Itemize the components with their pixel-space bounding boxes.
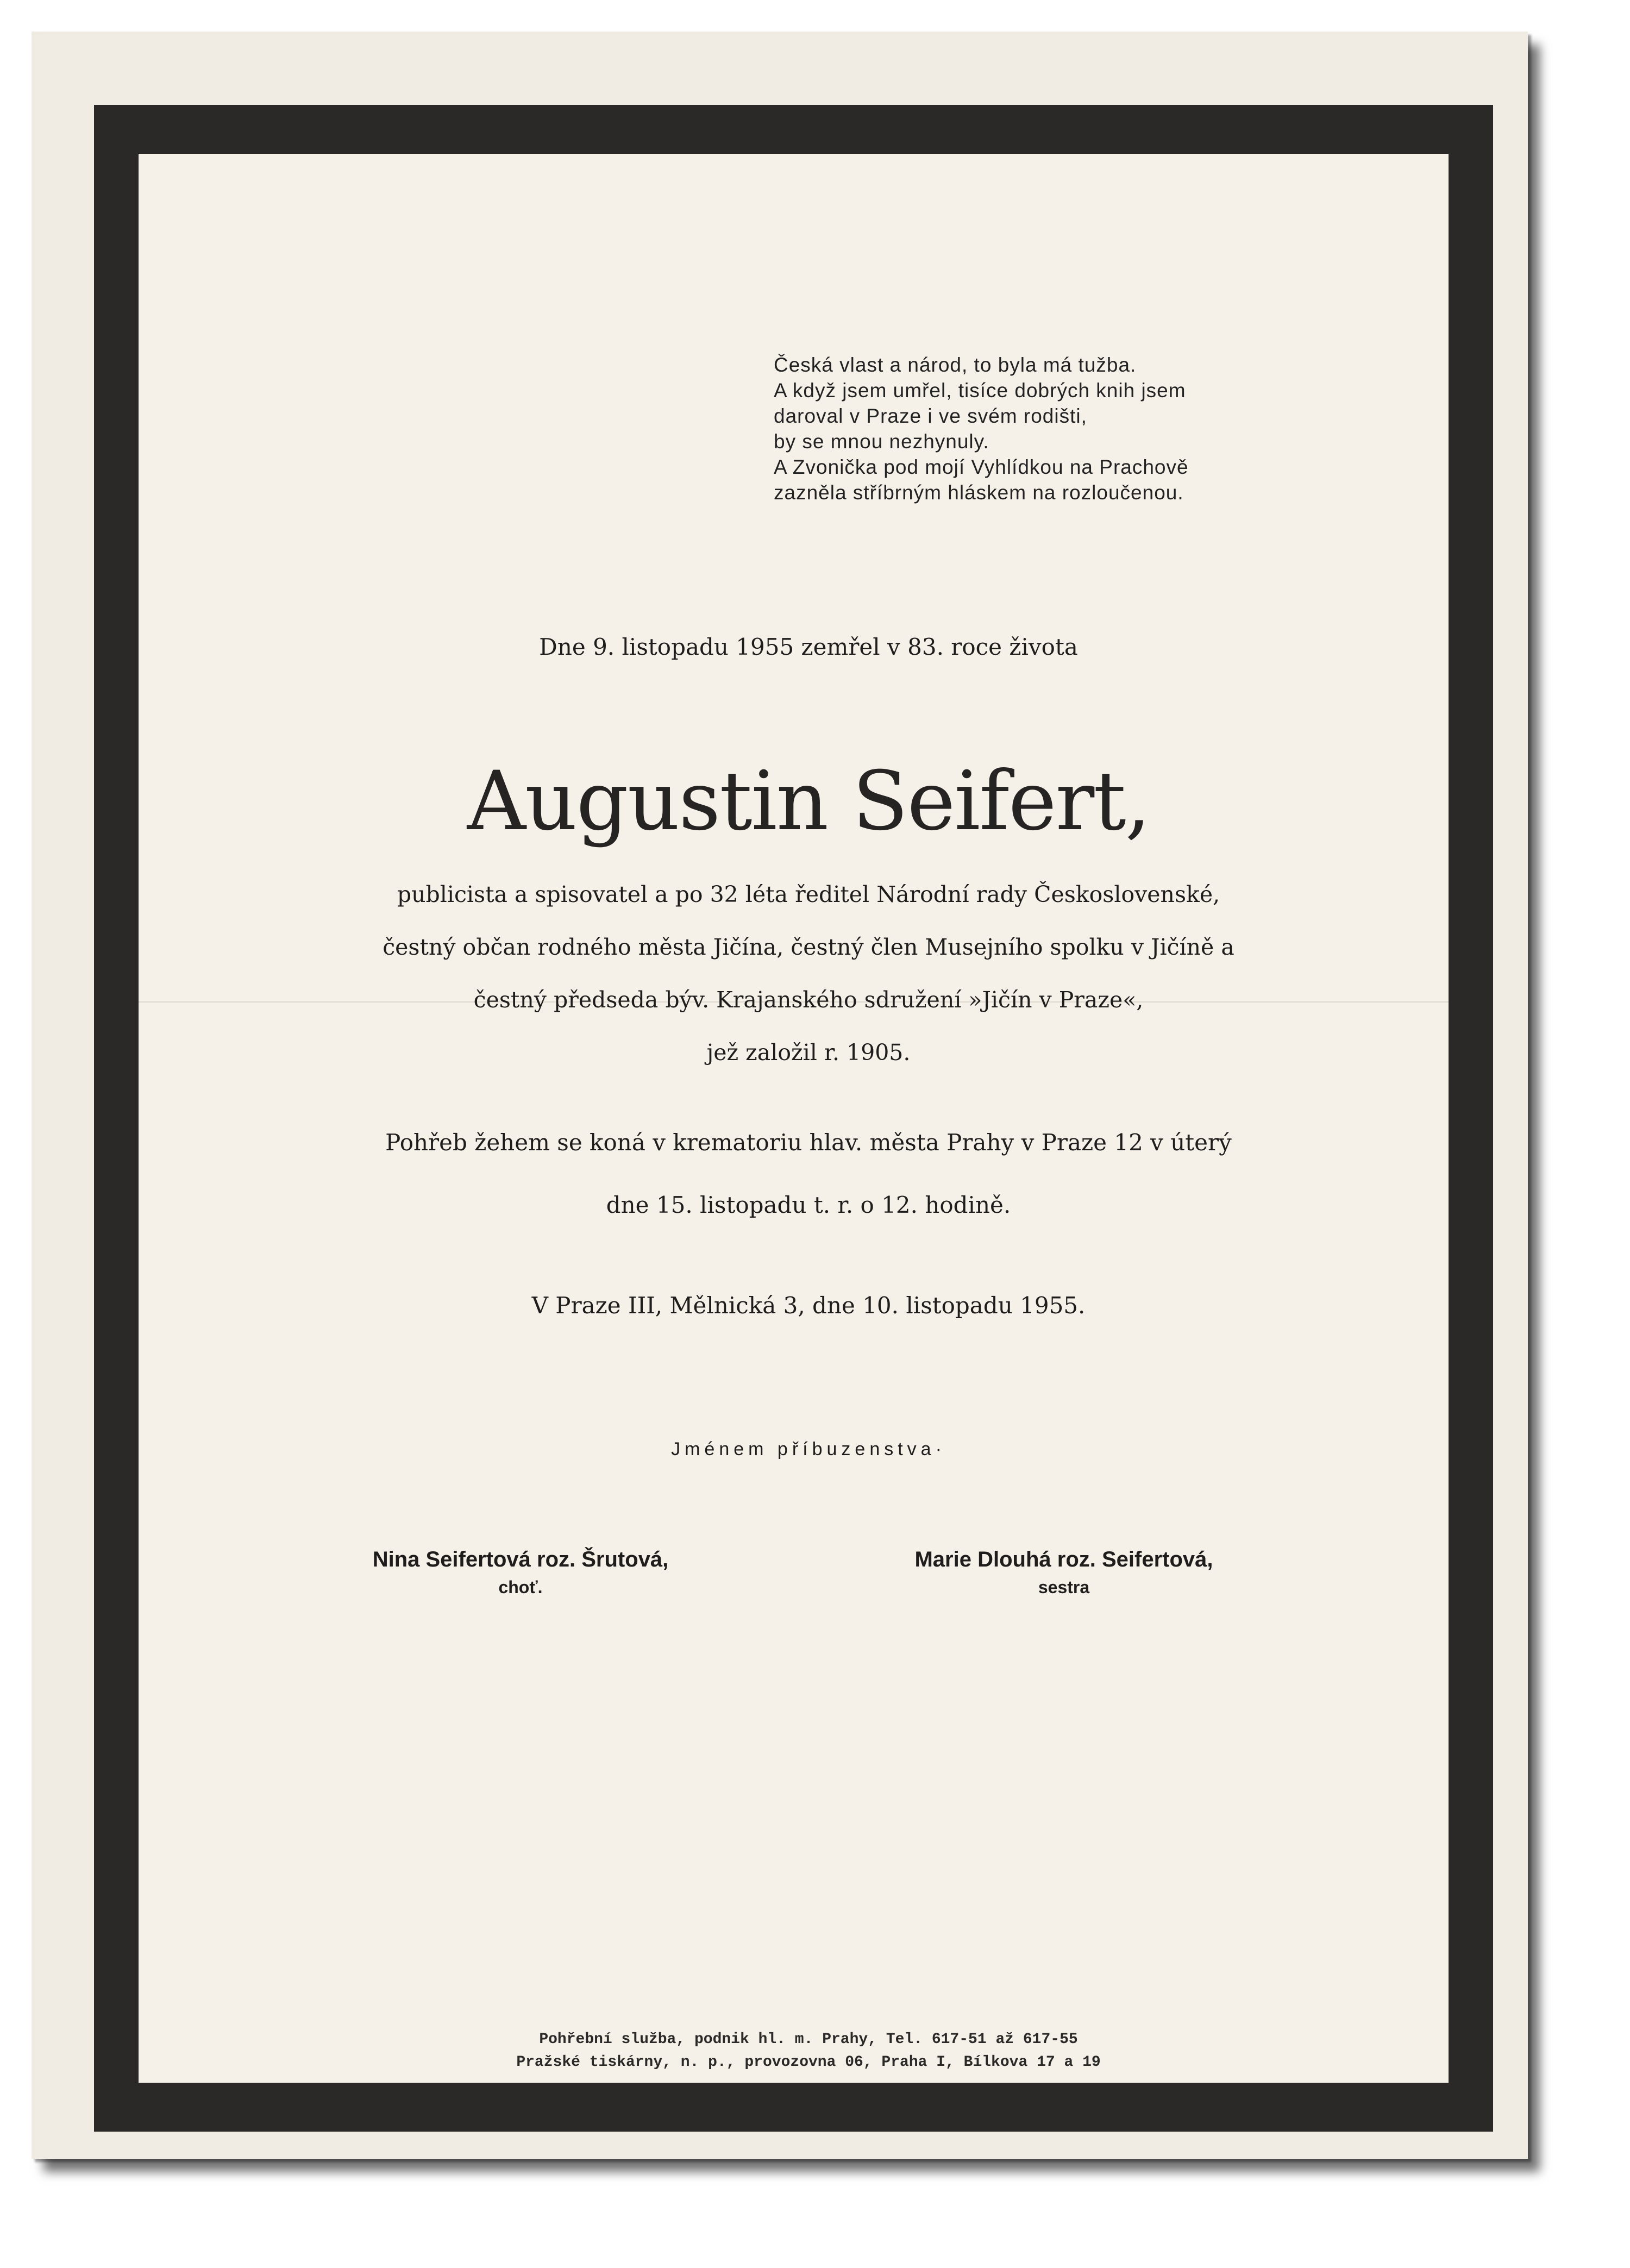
biography-line: publicista a spisovatel a po 32 léta ředitel Národní rady Československé, bbox=[397, 881, 1220, 907]
signer-name: Nina Seifertová roz. Šrutová, bbox=[372, 1547, 669, 1571]
biography-line: čestný občan rodného města Jičína, čestný člen Musejního spolku v Jičíně a bbox=[383, 934, 1234, 960]
death-announcement: Dne 9. listopadu 1955 zemřel v 83. roce života bbox=[539, 634, 1078, 660]
motto-line: Česká vlast a národ, to byla má tužba. bbox=[774, 354, 1137, 376]
place-and-date: V Praze III, Mělnická 3, dne 10. listopadu 1955. bbox=[531, 1292, 1086, 1319]
family-label: Jménem příbuzenstva· bbox=[671, 1439, 946, 1459]
motto-line: daroval v Praze i ve svém rodišti, bbox=[774, 405, 1087, 427]
motto-line: zazněla stříbrným hláskem na rozloučenou. bbox=[774, 481, 1184, 504]
funeral-info-line2: dne 15. listopadu t. r. o 12. hodině. bbox=[606, 1192, 1011, 1218]
motto-line: A Zvonička pod mojí Vyhlídkou na Prachově bbox=[774, 456, 1189, 478]
signer-left bbox=[325, 1547, 716, 1597]
signer-name: Marie Dlouhá roz. Seifertová, bbox=[914, 1547, 1213, 1571]
signer-role: sestra bbox=[1038, 1577, 1090, 1597]
motto-verse bbox=[774, 352, 1189, 505]
motto-line: by se mnou nezhynuly. bbox=[774, 430, 989, 453]
signer-role: choť. bbox=[498, 1577, 543, 1597]
footer-line: Pohřební služba, podnik hl. m. Prahy, Tel. 617-51 až 617-55 bbox=[539, 2031, 1078, 2048]
motto-line: A když jsem umřel, tisíce dobrých knih jsem bbox=[774, 379, 1186, 402]
printer-footer bbox=[336, 2028, 1281, 2074]
biography-line: jež založil r. 1905. bbox=[706, 1039, 911, 1066]
biography-line: čestný předseda býv. Krajanského sdružení »Jičín v Praze«, bbox=[473, 987, 1144, 1013]
deceased-name: Augustin Seifert, bbox=[467, 754, 1150, 849]
obituary-sheet bbox=[32, 32, 1528, 2159]
signer-right bbox=[868, 1547, 1259, 1597]
biography bbox=[336, 868, 1281, 1079]
footer-line: Pražské tiskárny, n. p., provozovna 06, Praha I, Bílkova 17 a 19 bbox=[516, 2054, 1101, 2071]
funeral-info-line1: Pohřeb žehem se koná v krematoriu hlav. města Prahy v Praze 12 v úterý bbox=[385, 1129, 1232, 1156]
